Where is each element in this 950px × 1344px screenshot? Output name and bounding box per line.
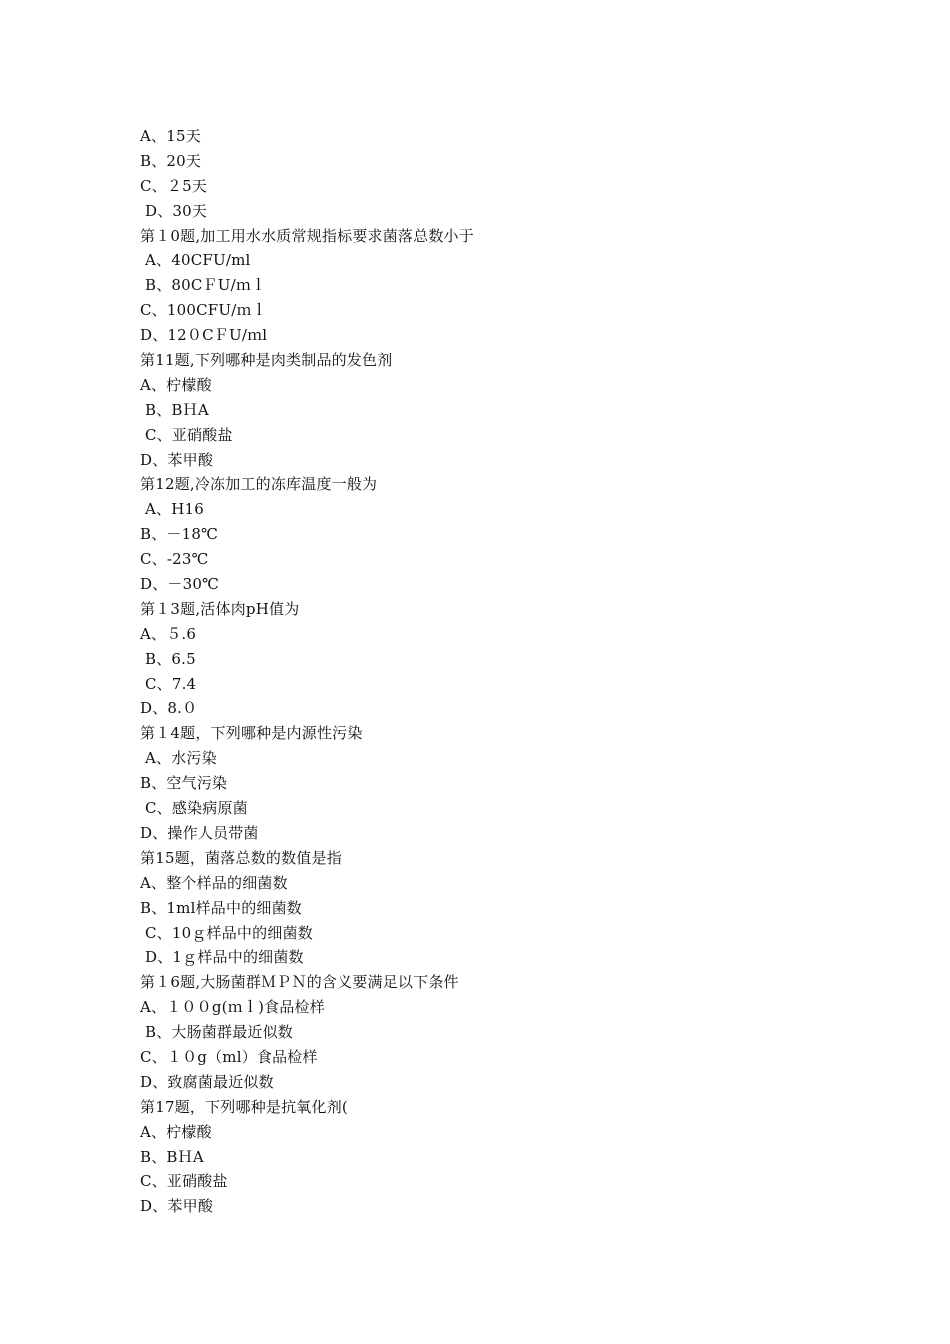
option-line: C、7.4 — [140, 674, 197, 693]
option-line: C、100CFU/ｍｌ — [140, 301, 267, 320]
option-line: D、30天 — [140, 201, 208, 220]
question-line: 第15题，菌落总数的数值是指 — [140, 848, 342, 867]
option-line: B、大肠菌群最近似数 — [140, 1023, 293, 1042]
option-line: B、空气污染 — [140, 774, 228, 793]
question-line: 第12题,冷冻加工的冻库温度一般为 — [140, 475, 378, 494]
option-line: A、H16 — [140, 500, 204, 519]
option-line: A、15天 — [140, 127, 201, 145]
option-line: D、12０CＦU/ｍl — [140, 326, 268, 345]
option-line: D、操作人员带菌 — [140, 823, 259, 842]
option-line: A、柠檬酸 — [140, 375, 212, 394]
option-line: B、BＨA — [140, 1147, 204, 1166]
option-line: A、５.6 — [140, 624, 197, 643]
option-line: D、苯甲酸 — [140, 1197, 214, 1216]
option-line: D、致腐菌最近似数 — [140, 1072, 274, 1091]
option-line: D、1ｇ样品中的细菌数 — [140, 948, 304, 967]
option-line: A、水污染 — [140, 749, 217, 768]
option-line: B、6.5 — [140, 649, 196, 668]
option-line: B、BＨA — [140, 400, 209, 419]
option-line: B、－18℃ — [140, 525, 219, 544]
option-line: A、柠檬酸 — [140, 1122, 212, 1141]
option-line: C、10ｇ样品中的细菌数 — [140, 923, 313, 942]
option-line: C、亚硝酸盐 — [140, 425, 233, 444]
option-line: C、１０g（ml）食品检样 — [140, 1047, 318, 1066]
document-body — [140, 124, 860, 1219]
question-line: 第11题,下列哪种是肉类制品的发色剂 — [140, 351, 393, 370]
question-line: 第17题，下列哪种是抗氧化剂( — [140, 1097, 348, 1116]
option-line: B、20天 — [140, 151, 202, 170]
option-line: D、苯甲酸 — [140, 450, 214, 469]
option-line: B、1ml样品中的细菌数 — [140, 898, 302, 917]
option-line: B、80CＦU/ｍｌ — [140, 276, 267, 295]
question-line: 第１6题,大肠菌群ＭＰＮ的含义要满足以下条件 — [140, 973, 459, 992]
option-line: C、亚硝酸盐 — [140, 1172, 228, 1191]
option-line: C、感染病原菌 — [140, 799, 248, 818]
option-line: D、－30℃ — [140, 575, 220, 594]
option-line: C、-23℃ — [140, 550, 209, 569]
question-line: 第１4题，下列哪种是内源性污染 — [140, 724, 363, 743]
option-line: C、２5天 — [140, 176, 208, 195]
option-line: A、40CFU/ml — [140, 251, 251, 270]
question-line: 第１3题,活体肉pH值为 — [140, 599, 300, 618]
option-line: A、１００g(ｍｌ)食品检样 — [140, 998, 325, 1017]
option-line: D、8.０ — [140, 699, 198, 718]
option-line: A、整个样品的细菌数 — [140, 873, 288, 892]
question-line: 第１0题,加工用水水质常规指标要求菌落总数小于 — [140, 226, 474, 245]
